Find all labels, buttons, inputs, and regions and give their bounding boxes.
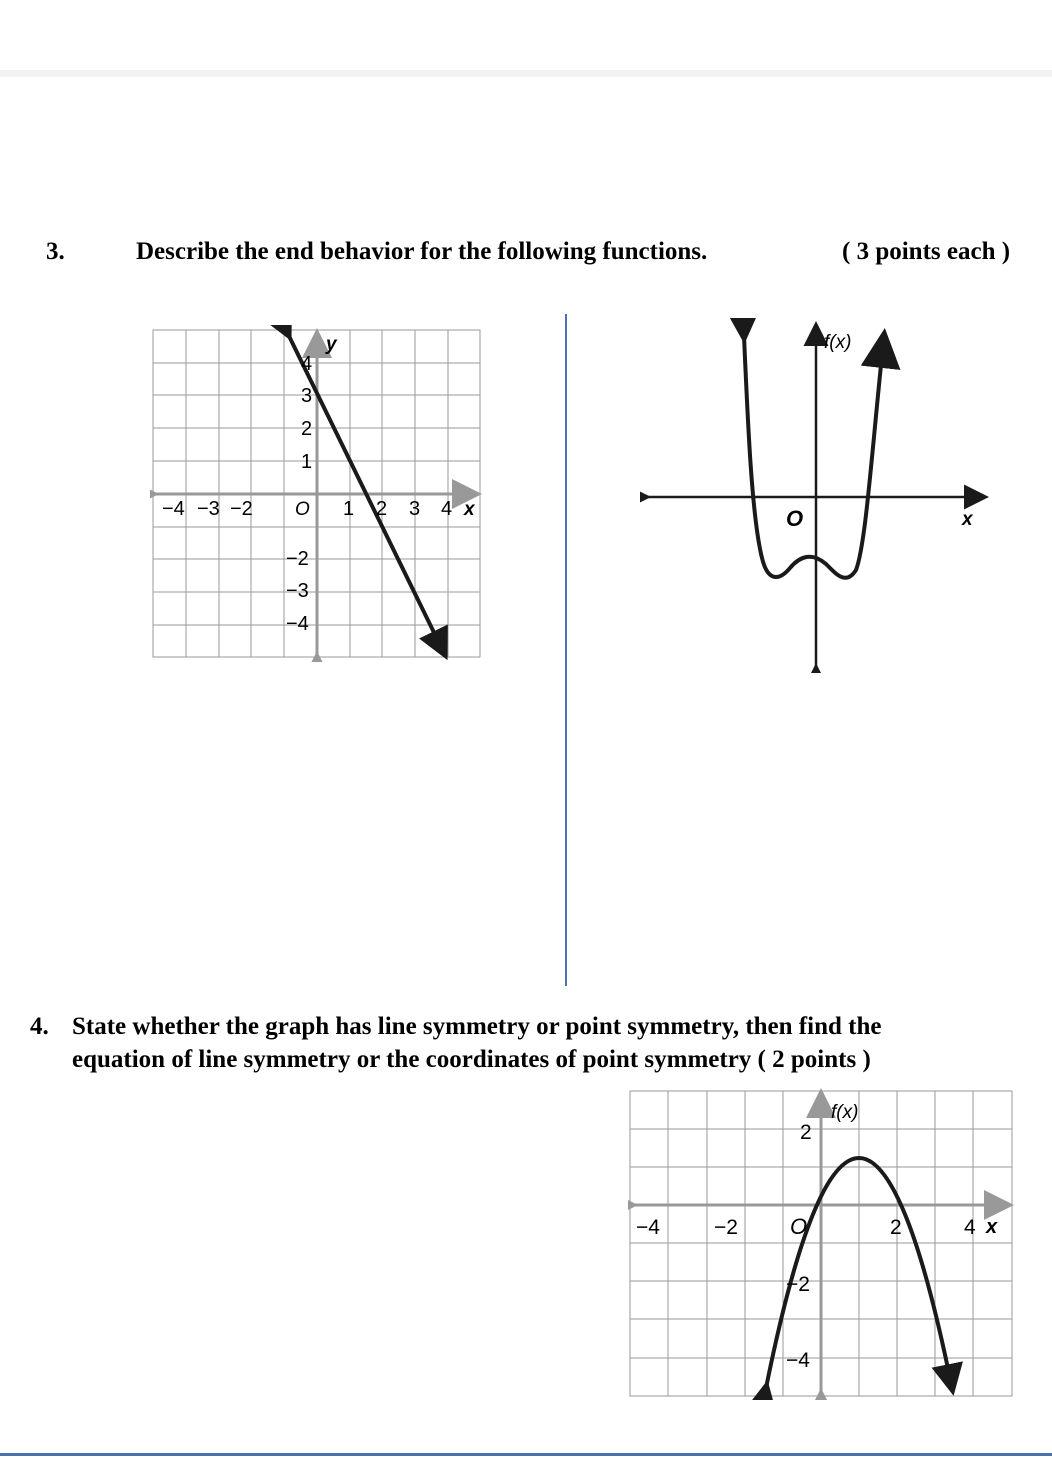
graph-linear-y-tick: 1 [301, 451, 313, 473]
question-4-number: 4. [30, 1013, 49, 1040]
graph-linear-x-tick: 3 [409, 498, 421, 520]
graph-parabola-x-tick: 2 [890, 1216, 902, 1239]
graph-linear-y-label: y [326, 334, 337, 355]
graph-linear-y-tick: 3 [301, 385, 313, 407]
graph-parabola-y-tick: 2 [800, 1121, 812, 1144]
graph-quartic-x-label: x [962, 509, 973, 530]
graph-parabola-y-label: f(x) [831, 1102, 859, 1123]
graph-linear-x-tick: 1 [343, 498, 355, 520]
graph-parabola-x-tick: −2 [714, 1216, 738, 1239]
graph-linear-x-tick: −4 [162, 498, 185, 520]
graph-linear-origin: O [295, 499, 310, 520]
graph-linear-y-tick: 2 [301, 418, 313, 440]
graph-linear-x-tick: 4 [441, 498, 453, 520]
graph-linear-x-tick: −2 [230, 498, 253, 520]
column-divider [565, 314, 567, 986]
question-3-points: ( 3 points each ) [842, 238, 1011, 265]
graph-parabola [628, 1088, 1016, 1400]
graph-parabola-x-tick: 4 [964, 1216, 976, 1239]
graph-linear-y-tick: −4 [286, 613, 309, 635]
graph-linear-x-tick: 2 [376, 498, 388, 520]
graph-linear-y-tick: −2 [286, 548, 309, 570]
graph-parabola-y-tick: −4 [786, 1349, 810, 1372]
question-4-prompt-line1: State whether the graph has line symmetry or point symmetry, then find the [72, 1013, 882, 1040]
graph-parabola-origin: O [790, 1214, 808, 1239]
question-3-number: 3. [46, 238, 65, 265]
bottom-rule [0, 1453, 1052, 1456]
graph-linear-y-tick: 4 [301, 353, 313, 375]
top-blank-area [0, 0, 1052, 70]
graph-linear [150, 325, 485, 662]
graph-parabola-x-label: x [986, 1216, 998, 1238]
graph-linear-x-label: x [464, 499, 475, 520]
graph-quartic-origin: O [786, 506, 804, 531]
graph-linear-x-tick: −3 [197, 498, 220, 520]
graph-parabola-x-tick: −4 [636, 1216, 660, 1239]
top-separator [0, 70, 1052, 77]
question-3-prompt: Describe the end behavior for the following functions. [136, 238, 708, 265]
question-4-prompt-line2: equation of line symmetry or the coordinates of point symmetry ( 2 points ) [72, 1046, 871, 1073]
graph-linear-y-tick: −3 [286, 580, 309, 602]
graph-quartic [640, 318, 990, 673]
graph-parabola-y-tick: −2 [786, 1273, 810, 1296]
graph-quartic-curve [744, 336, 884, 578]
graph-quartic-y-label: f(x) [824, 332, 852, 353]
